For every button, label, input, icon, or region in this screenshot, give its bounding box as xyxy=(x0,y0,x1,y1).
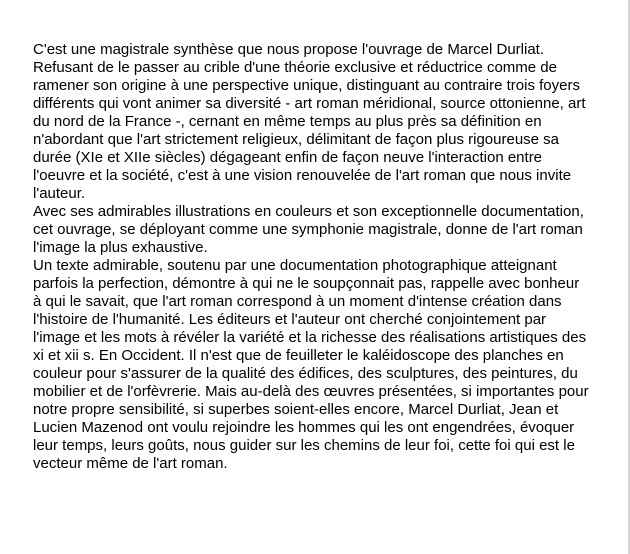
text-line: l'image la plus exhaustive. xyxy=(33,239,208,256)
text-line: Avec ses admirables illustrations en couleurs et son exceptionnelle documentation, xyxy=(33,203,584,220)
text-line: du nord de la France -, cernant en même temps au plus près sa définition en xyxy=(33,113,542,130)
text-line: l'oeuvre et la société, c'est à une vision renouvelée de l'art roman que nous invite xyxy=(33,167,572,184)
paragraph-2 xyxy=(33,203,625,257)
paragraph-3 xyxy=(33,257,625,473)
text-line: parfois la perfection, démontre à qui ne le soupçonnait pas, rappelle avec bonheur xyxy=(33,275,580,292)
text-line: n'abordant que l'art strictement religieux, délimitant de façon plus rigoureuse sa xyxy=(33,131,560,148)
text-line: C'est une magistrale synthèse que nous propose l'ouvrage de Marcel Durliat. xyxy=(33,41,545,58)
document-body xyxy=(33,41,625,473)
paragraph-1 xyxy=(33,41,625,203)
text-line: Lucien Mazenod ont voulu rejoindre les hommes qui les ont engendrées, évoquer xyxy=(33,419,575,436)
text-line: Refusant de le passer au crible d'une théorie exclusive et réductrice comme de xyxy=(33,59,557,76)
text-line: ramener son origine à une perspective unique, distinguant au contraire trois foyers xyxy=(33,77,580,94)
text-line: xi et xii s. En Occident. Il n'est que de feuilleter le kaléidoscope des planches en xyxy=(33,347,564,364)
text-line: vecteur même de l'art roman. xyxy=(33,455,228,472)
text-line: différents qui vont animer sa diversité - art roman méridional, source ottonienne, art xyxy=(33,95,586,112)
text-line: couleur pour s'assurer de la qualité des édifices, des sculptures, des peintures, du xyxy=(33,365,578,382)
text-line: l'histoire de l'humanité. Les éditeurs et l'auteur ont cherché conjointement par xyxy=(33,311,547,328)
text-line: Un texte admirable, soutenu par une documentation photographique atteignant xyxy=(33,257,557,274)
text-line: l'image et les mots à révéler la variété et la richesse des réalisations artistiques des xyxy=(33,329,587,346)
text-line: leur temps, leurs goûts, nous guider sur les chemins de leur foi, cette foi qui est le xyxy=(33,437,575,454)
text-line: à qui le savait, que l'art roman correspond à un moment d'intense création dans xyxy=(33,293,562,310)
text-line: cet ouvrage, se déployant comme une symphonie magistrale, donne de l'art roman xyxy=(33,221,583,238)
text-line: notre propre sensibilité, si superbes soient-elles encore, Marcel Durliat, Jean et xyxy=(33,401,559,418)
text-line: mobilier et de l'orfèvrerie. Mais au-delà des œuvres présentées, si importantes pour xyxy=(33,383,589,400)
text-line: l'auteur. xyxy=(33,185,86,202)
text-line: durée (XIe et XIIe siècles) dégageant enfin de façon neuve l'interaction entre xyxy=(33,149,543,166)
